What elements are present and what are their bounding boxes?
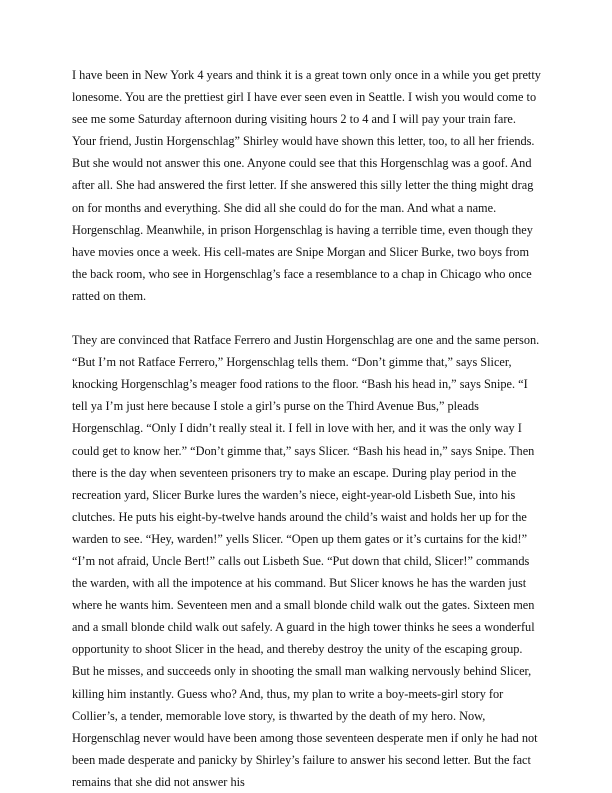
body-paragraph-1: I have been in New York 4 years and think it is a great town only once in a while you get pretty lonesome. You are the prettiest girl I have ever seen even in Seattle. I wish you would come to see me some Saturday afternoon during visiting hours 2 to 4 and I will pay your train fare. Your friend, Justin Horgenschlag” Shirley would have shown this letter, too, to all her friends. But she would not answer this one. Anyone could see that this Horgenschlag was a goof. And after all. She had answered the first letter. If she answered this silly letter the thing might drag on for months and everything. She did all she could do for the man. And what a name. Horgenschlag. Meanwhile, in prison Horgenschlag is having a terrible time, even though they have movies once a week. His cell-mates are Snipe Morgan and Slicer Burke, two boys from the back room, who see in Horgenschlag’s face a resemblance to a chap in Chicago who once ratted on them. <box>72 68 541 303</box>
document-page <box>72 64 542 793</box>
body-paragraph-2: They are convinced that Ratface Ferrero and Justin Horgenschlag are one and the same person. “But I’m not Ratface Ferrero,” Horgenschlag tells them. “Don’t gimme that,” says Slicer, knocking Horgenschlag’s meager food rations to the floor. “Bash his head in,” says Snipe. “I tell ya I’m just here because I stole a girl’s purse on the Third Avenue Bus,” pleads Horgenschlag. “Only I didn’t really steal it. I fell in love with her, and it was the only way I could get to know her.” “Don’t gimme that,” says Slicer. “Bash his head in,” says Snipe. Then there is the day when seventeen prisoners try to make an escape. During play period in the recreation yard, Slicer Burke lures the warden’s niece, eight-year-old Lisbeth Sue, into his clutches. He puts his eight-by-twelve hands around the child’s waist and holds her up for the warden to see. “Hey, warden!” yells Slicer. “Open up them gates or it’s curtains for the kid!” “I’m not afraid, Uncle Bert!” calls out Lisbeth Sue. “Put down that child, Slicer!” commands the warden, with all the impotence at his command. But Slicer knows he has the warden just where he wants him. Seventeen men and a small blonde child walk out the gates. Sixteen men and a small blonde child walk out safely. A guard in the high tower thinks he sees a wonderful opportunity to shoot Slicer in the head, and thereby destroy the unity of the escaping group. But he misses, and succeeds only in shooting the small man walking nervously behind Slicer, killing him instantly. Guess who? And, thus, my plan to write a boy-meets-girl story for Collier’s, a tender, memorable love story, is thwarted by the death of my hero. Now, Horgenschlag never would have been among those seventeen desperate men if only he had not been made desperate and panicky by Shirley’s failure to answer his second letter. But the fact remains that she did not answer his <box>72 333 540 789</box>
